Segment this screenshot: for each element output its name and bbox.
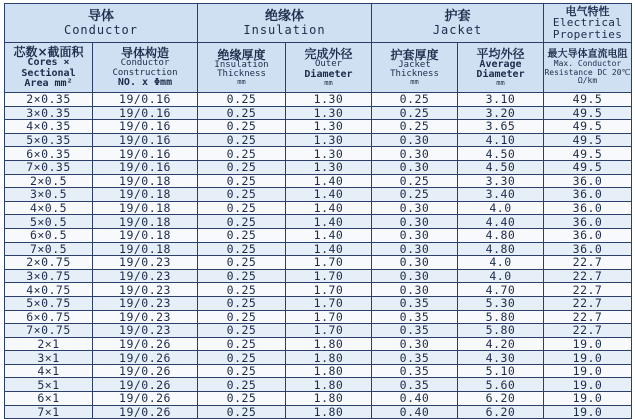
table-row — [5, 324, 632, 338]
resistance-cell: 36.0 — [544, 228, 632, 242]
resistance-cell: 22.7 — [544, 296, 632, 310]
outer-diameter-column-header — [286, 43, 372, 93]
spec-table-body — [5, 93, 632, 419]
cores-cell: 5×0.35 — [5, 133, 93, 147]
construction-cell: 19/0.23 — [93, 283, 198, 297]
resistance-header-en1: Max. Conductor — [553, 59, 622, 69]
cores-cell: 5×0.5 — [5, 215, 93, 229]
jacket-thickness-cell: 0.30 — [372, 160, 458, 174]
insulation-thickness-cell: 0.25 — [198, 93, 286, 107]
jacket-thickness-cell: 0.30 — [372, 242, 458, 256]
construction-cell: 19/0.23 — [93, 269, 198, 283]
resistance-cell: 22.7 — [544, 310, 632, 324]
electrical-group-zh: 电气特性 — [565, 4, 610, 18]
cores-cell: 3×0.75 — [5, 269, 93, 283]
electrical-group-header — [544, 4, 632, 43]
construction-cell: 19/0.16 — [93, 147, 198, 161]
jacket-thickness-cell: 0.30 — [372, 201, 458, 215]
construction-cell: 19/0.23 — [93, 256, 198, 270]
outer-diameter-cell: 1.40 — [286, 228, 372, 242]
average-diameter-cell: 4.30 — [458, 351, 544, 365]
insulation-thickness-cell: 0.25 — [198, 106, 286, 120]
average-diameter-cell: 4.50 — [458, 160, 544, 174]
table-row — [5, 93, 632, 107]
insulation-thickness-cell: 0.25 — [198, 405, 286, 419]
insulation-thickness-cell: 0.25 — [198, 133, 286, 147]
resistance-cell: 49.5 — [544, 160, 632, 174]
outer-diameter-header-en1: Outer — [314, 59, 343, 70]
resistance-cell: 49.5 — [544, 106, 632, 120]
jacket-thickness-header-en1: Jacket — [398, 59, 431, 70]
cores-cell: 7×0.75 — [5, 324, 93, 338]
insulation-group-zh: 绝缘体 — [264, 8, 304, 24]
electrical-group-en2: Properties — [552, 27, 623, 41]
outer-diameter-cell: 1.40 — [286, 242, 372, 256]
resistance-cell: 22.7 — [544, 283, 632, 297]
outer-diameter-cell: 1.40 — [286, 174, 372, 188]
insulation-thickness-cell: 0.25 — [198, 337, 286, 351]
construction-cell: 19/0.18 — [93, 201, 198, 215]
avg-diameter-header-en2: Diameter — [476, 69, 525, 81]
outer-diameter-cell: 1.80 — [286, 378, 372, 392]
table-row — [5, 242, 632, 256]
resistance-cell: 49.5 — [544, 147, 632, 161]
outer-diameter-cell: 1.30 — [286, 93, 372, 107]
cores-cell: 2×0.5 — [5, 174, 93, 188]
insulation-thickness-cell: 0.25 — [198, 188, 286, 202]
jacket-thickness-cell: 0.25 — [372, 120, 458, 134]
outer-diameter-cell: 1.80 — [286, 405, 372, 419]
table-row — [5, 296, 632, 310]
jacket-group-header — [372, 4, 544, 43]
table-row — [5, 174, 632, 188]
resistance-cell: 22.7 — [544, 324, 632, 338]
jacket-thickness-cell: 0.30 — [372, 256, 458, 270]
outer-diameter-cell: 1.80 — [286, 364, 372, 378]
jacket-thickness-cell: 0.25 — [372, 106, 458, 120]
conductor-group-zh: 导体 — [87, 8, 114, 24]
jacket-thickness-cell: 0.25 — [372, 188, 458, 202]
resistance-cell: 49.5 — [544, 133, 632, 147]
electrical-group-en1: Electrical — [552, 16, 623, 30]
resistance-cell: 19.0 — [544, 392, 632, 406]
cores-cell: 2×0.35 — [5, 93, 93, 107]
average-diameter-cell: 5.30 — [458, 296, 544, 310]
insulation-thickness-cell: 0.25 — [198, 310, 286, 324]
average-diameter-cell: 4.80 — [458, 242, 544, 256]
cores-cell: 3×0.5 — [5, 188, 93, 202]
construction-cell: 19/0.16 — [93, 93, 198, 107]
construction-header-en2: Construction — [112, 67, 178, 78]
construction-header-zh: 导体构造 — [120, 46, 169, 61]
average-diameter-cell: 4.0 — [458, 201, 544, 215]
avg-diameter-header-unit: mm — [496, 79, 505, 88]
table-row — [5, 405, 632, 419]
outer-diameter-cell: 1.30 — [286, 133, 372, 147]
column-header-row — [5, 43, 632, 93]
jacket-thickness-cell: 0.30 — [372, 147, 458, 161]
construction-cell: 19/0.23 — [93, 296, 198, 310]
ins-thickness-header-en1: Insulation — [214, 59, 269, 70]
insulation-thickness-column-header — [198, 43, 286, 93]
jacket-thickness-header-en2: Thickness — [390, 69, 439, 80]
resistance-cell: 36.0 — [544, 242, 632, 256]
cores-cell: 3×1 — [5, 351, 93, 365]
table-row — [5, 106, 632, 120]
cores-cell: 4×0.5 — [5, 201, 93, 215]
cores-cell: 6×1 — [5, 392, 93, 406]
resistance-cell: 36.0 — [544, 174, 632, 188]
table-row — [5, 283, 632, 297]
jacket-group-zh: 护套 — [444, 8, 471, 24]
resistance-cell: 22.7 — [544, 256, 632, 270]
ins-thickness-header-unit: mm — [237, 78, 246, 87]
insulation-thickness-cell: 0.25 — [198, 215, 286, 229]
insulation-thickness-cell: 0.25 — [198, 201, 286, 215]
outer-diameter-cell: 1.70 — [286, 283, 372, 297]
outer-diameter-header-unit: mm — [324, 78, 333, 87]
average-diameter-cell: 3.30 — [458, 174, 544, 188]
average-diameter-cell: 3.10 — [458, 93, 544, 107]
outer-diameter-cell: 1.70 — [286, 269, 372, 283]
insulation-thickness-cell: 0.25 — [198, 160, 286, 174]
table-row — [5, 120, 632, 134]
table-row — [5, 337, 632, 351]
construction-header-en3: NO. x Φmm — [117, 76, 173, 88]
insulation-thickness-cell: 0.25 — [198, 296, 286, 310]
cores-cell: 6×0.35 — [5, 147, 93, 161]
jacket-thickness-cell: 0.25 — [372, 174, 458, 188]
insulation-thickness-cell: 0.25 — [198, 228, 286, 242]
resistance-cell: 49.5 — [544, 120, 632, 134]
group-header-row — [5, 4, 632, 43]
jacket-thickness-cell: 0.35 — [372, 364, 458, 378]
table-row — [5, 310, 632, 324]
insulation-thickness-cell: 0.25 — [198, 351, 286, 365]
construction-cell: 19/0.16 — [93, 120, 198, 134]
construction-cell: 19/0.16 — [93, 160, 198, 174]
resistance-cell: 36.0 — [544, 215, 632, 229]
construction-cell: 19/0.16 — [93, 106, 198, 120]
jacket-thickness-cell: 0.35 — [372, 324, 458, 338]
average-diameter-cell: 6.20 — [458, 405, 544, 419]
construction-header-en1: Conductor — [120, 58, 170, 69]
table-row — [5, 256, 632, 270]
insulation-group-en: Insulation — [243, 22, 326, 37]
table-row — [5, 188, 632, 202]
jacket-thickness-cell: 0.30 — [372, 337, 458, 351]
outer-diameter-cell: 1.30 — [286, 106, 372, 120]
table-row — [5, 160, 632, 174]
cores-cell: 4×0.35 — [5, 120, 93, 134]
cores-cell: 5×1 — [5, 378, 93, 392]
jacket-thickness-header-unit: mm — [410, 78, 419, 87]
table-row — [5, 392, 632, 406]
construction-cell: 19/0.26 — [93, 378, 198, 392]
construction-cell: 19/0.16 — [93, 133, 198, 147]
cores-cell: 4×0.75 — [5, 283, 93, 297]
resistance-header-en2: Resistance DC 20℃ — [544, 67, 631, 77]
construction-cell: 19/0.18 — [93, 228, 198, 242]
insulation-thickness-cell: 0.25 — [198, 147, 286, 161]
construction-cell: 19/0.26 — [93, 351, 198, 365]
construction-cell: 19/0.18 — [93, 174, 198, 188]
insulation-thickness-cell: 0.25 — [198, 174, 286, 188]
outer-diameter-header-zh: 完成外径 — [304, 47, 353, 62]
insulation-thickness-cell: 0.25 — [198, 120, 286, 134]
jacket-thickness-cell: 0.35 — [372, 296, 458, 310]
ins-thickness-header-zh: 绝缘厚度 — [217, 47, 266, 62]
resistance-cell: 36.0 — [544, 201, 632, 215]
outer-diameter-cell: 1.80 — [286, 392, 372, 406]
average-diameter-cell: 4.20 — [458, 337, 544, 351]
jacket-thickness-cell: 0.30 — [372, 228, 458, 242]
outer-diameter-cell: 1.30 — [286, 120, 372, 134]
table-row — [5, 269, 632, 283]
insulation-group-header — [198, 4, 372, 43]
cores-cell: 7×0.5 — [5, 242, 93, 256]
outer-diameter-cell: 1.80 — [286, 337, 372, 351]
outer-diameter-cell: 1.70 — [286, 256, 372, 270]
average-diameter-cell: 5.80 — [458, 324, 544, 338]
construction-cell: 19/0.26 — [93, 392, 198, 406]
insulation-thickness-cell: 0.25 — [198, 324, 286, 338]
construction-cell: 19/0.26 — [93, 337, 198, 351]
avg-diameter-header-zh: 平均外径 — [476, 46, 525, 61]
resistance-cell: 36.0 — [544, 188, 632, 202]
outer-diameter-cell: 1.40 — [286, 215, 372, 229]
average-diameter-cell: 3.65 — [458, 120, 544, 134]
resistance-cell: 19.0 — [544, 351, 632, 365]
jacket-thickness-cell: 0.35 — [372, 351, 458, 365]
table-row — [5, 133, 632, 147]
outer-diameter-cell: 1.80 — [286, 351, 372, 365]
cores-cell: 7×1 — [5, 405, 93, 419]
average-diameter-cell: 4.80 — [458, 228, 544, 242]
construction-cell: 19/0.26 — [93, 364, 198, 378]
average-diameter-cell: 5.10 — [458, 364, 544, 378]
cores-header-en3: Area mm² — [24, 77, 73, 89]
average-diameter-cell: 4.0 — [458, 269, 544, 283]
cores-cell: 6×0.5 — [5, 228, 93, 242]
outer-diameter-cell: 1.70 — [286, 324, 372, 338]
insulation-thickness-cell: 0.25 — [198, 269, 286, 283]
cores-cell: 2×0.75 — [5, 256, 93, 270]
cable-spec-table — [4, 3, 632, 419]
average-diameter-cell: 5.80 — [458, 310, 544, 324]
table-row — [5, 364, 632, 378]
average-diameter-cell: 3.20 — [458, 106, 544, 120]
jacket-thickness-cell: 0.30 — [372, 133, 458, 147]
resistance-cell: 22.7 — [544, 269, 632, 283]
cores-header-en2: Sectional — [21, 67, 76, 79]
insulation-thickness-cell: 0.25 — [198, 378, 286, 392]
outer-diameter-cell: 1.30 — [286, 160, 372, 174]
average-diameter-cell: 3.40 — [458, 188, 544, 202]
insulation-thickness-cell: 0.25 — [198, 364, 286, 378]
cores-cell: 2×1 — [5, 337, 93, 351]
conductor-group-en: Conductor — [63, 22, 139, 37]
outer-diameter-cell: 1.70 — [286, 296, 372, 310]
average-diameter-cell: 4.10 — [458, 133, 544, 147]
resistance-cell: 19.0 — [544, 378, 632, 392]
jacket-thickness-cell: 0.30 — [372, 215, 458, 229]
table-row — [5, 351, 632, 365]
jacket-thickness-header-zh: 护套厚度 — [390, 47, 439, 62]
average-diameter-cell: 6.20 — [458, 392, 544, 406]
average-diameter-cell: 4.70 — [458, 283, 544, 297]
table-row — [5, 378, 632, 392]
insulation-thickness-cell: 0.25 — [198, 242, 286, 256]
insulation-thickness-cell: 0.25 — [198, 283, 286, 297]
ins-thickness-header-en2: Thickness — [217, 69, 266, 80]
average-diameter-cell: 4.40 — [458, 215, 544, 229]
jacket-thickness-cell: 0.35 — [372, 378, 458, 392]
jacket-group-en: Jacket — [432, 22, 483, 37]
resistance-cell: 19.0 — [544, 337, 632, 351]
outer-diameter-cell: 1.30 — [286, 147, 372, 161]
avg-diameter-header-en1: Average — [479, 58, 522, 70]
construction-cell: 19/0.23 — [93, 310, 198, 324]
table-row — [5, 147, 632, 161]
cores-column-header — [5, 43, 93, 93]
resistance-header-unit: Ω/km — [577, 75, 598, 85]
table-row — [5, 228, 632, 242]
average-diameter-cell: 5.60 — [458, 378, 544, 392]
jacket-thickness-column-header — [372, 43, 458, 93]
outer-diameter-cell: 1.40 — [286, 201, 372, 215]
table-row — [5, 201, 632, 215]
jacket-thickness-cell: 0.25 — [372, 93, 458, 107]
construction-cell: 19/0.26 — [93, 405, 198, 419]
cores-cell: 4×1 — [5, 364, 93, 378]
table-row — [5, 215, 632, 229]
average-diameter-cell: 4.50 — [458, 147, 544, 161]
resistance-cell: 19.0 — [544, 405, 632, 419]
jacket-thickness-cell: 0.30 — [372, 269, 458, 283]
cores-cell: 3×0.35 — [5, 106, 93, 120]
construction-cell: 19/0.23 — [93, 324, 198, 338]
cores-header-en1: Cores × — [27, 57, 70, 69]
outer-diameter-cell: 1.40 — [286, 188, 372, 202]
resistance-cell: 49.5 — [544, 93, 632, 107]
construction-cell: 19/0.18 — [93, 242, 198, 256]
average-diameter-cell: 4.0 — [458, 256, 544, 270]
resistance-header-zh: 最大导体直流电阻 — [547, 49, 628, 61]
jacket-thickness-cell: 0.35 — [372, 310, 458, 324]
construction-column-header — [93, 43, 198, 93]
average-diameter-column-header — [458, 43, 544, 93]
outer-diameter-cell: 1.70 — [286, 310, 372, 324]
cores-cell: 6×0.75 — [5, 310, 93, 324]
outer-diameter-header-en2: Diameter — [304, 68, 353, 80]
resistance-cell: 19.0 — [544, 364, 632, 378]
construction-cell: 19/0.18 — [93, 188, 198, 202]
cores-cell: 5×0.75 — [5, 296, 93, 310]
resistance-column-header — [544, 43, 632, 93]
jacket-thickness-cell: 0.40 — [372, 405, 458, 419]
insulation-thickness-cell: 0.25 — [198, 392, 286, 406]
construction-cell: 19/0.18 — [93, 215, 198, 229]
jacket-thickness-cell: 0.40 — [372, 392, 458, 406]
insulation-thickness-cell: 0.25 — [198, 256, 286, 270]
cores-cell: 7×0.35 — [5, 160, 93, 174]
jacket-thickness-cell: 0.30 — [372, 283, 458, 297]
cores-header-zh: 芯数×截面积 — [13, 45, 84, 60]
conductor-group-header — [5, 4, 198, 43]
